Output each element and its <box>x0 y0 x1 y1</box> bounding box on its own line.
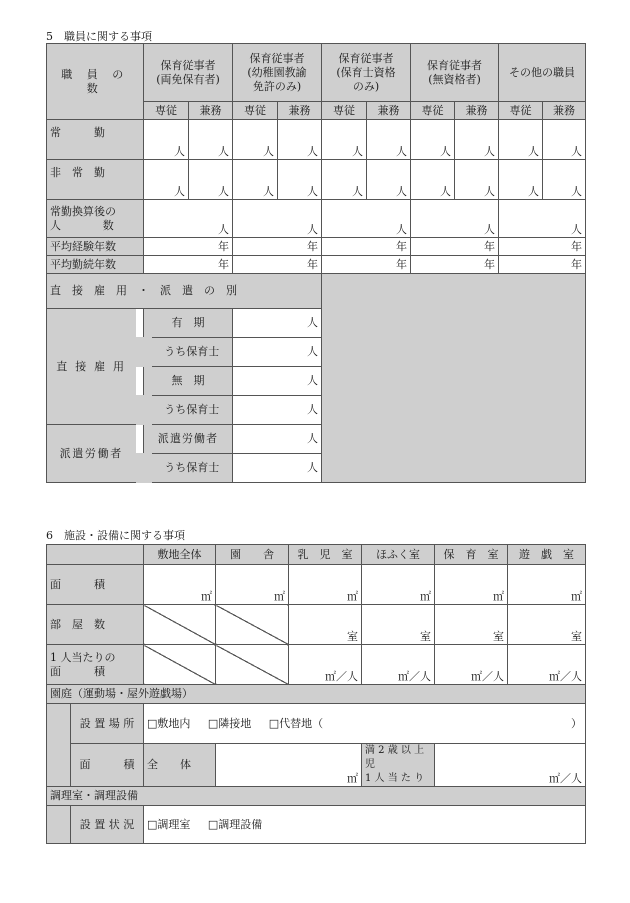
cell-area[interactable] <box>362 565 435 605</box>
cell-rooms[interactable] <box>289 605 362 645</box>
cell-area-per-child[interactable] <box>289 645 362 685</box>
cell-person[interactable] <box>189 120 233 160</box>
col-header-unqualified: 保育従事者 (無資格者) <box>411 44 499 102</box>
cell-rooms[interactable] <box>435 605 508 645</box>
cell-dispatch-worker[interactable] <box>233 425 322 454</box>
unit-label: 室 <box>571 630 582 643</box>
garden-location-options <box>144 704 586 744</box>
checkbox-kitchen[interactable]: □調理室 <box>147 817 191 831</box>
garden-area-label: 面 積 <box>71 744 144 787</box>
row-label-avg-experience: 平均経験年数 <box>47 238 144 256</box>
cell-area-per-child[interactable] <box>362 645 435 685</box>
diagonal-empty-cell <box>144 605 216 645</box>
sub-header-part: 兼務 <box>189 102 233 120</box>
row-label-per-line2: 面 積 <box>50 664 105 678</box>
unit-label: 人 <box>263 185 274 198</box>
garden-over2-line1: 満 2 歳 以 上 児 <box>365 745 425 770</box>
row-label-fte-line2: 人 数 <box>50 218 116 232</box>
direct-employment-label: 直 接 雇 用 <box>47 309 144 425</box>
unit-label: ㎡／人 <box>325 670 358 683</box>
cell-person[interactable] <box>411 160 455 200</box>
unit-label: ㎡ <box>571 590 582 603</box>
unit-label: ㎡／人 <box>471 670 504 683</box>
unit-label: 人 <box>307 185 319 198</box>
unit-label: 室 <box>347 630 358 643</box>
cell-fte[interactable] <box>322 200 411 238</box>
unit-label: ㎡ <box>347 772 358 785</box>
cell-person[interactable] <box>411 120 455 160</box>
row-label-part-time: 非 常 勤 <box>47 160 144 200</box>
cell-person[interactable] <box>499 160 543 200</box>
checkbox-on-site[interactable]: □敷地内 <box>147 716 191 730</box>
checkbox-adjacent[interactable]: □隣接地 <box>207 716 252 730</box>
cell-person[interactable] <box>144 120 189 160</box>
unit-label: 人 <box>263 145 274 158</box>
unit-label: 年 <box>218 257 229 271</box>
row-label-rooms: 部 屋 数 <box>47 605 144 645</box>
cell-person[interactable] <box>278 160 322 200</box>
sub-header-part: 兼務 <box>543 102 586 120</box>
unit-label: 年 <box>307 257 319 271</box>
garden-whole-label: 全 体 <box>144 744 216 787</box>
cell-years[interactable] <box>499 256 586 274</box>
unit-label: ㎡／人 <box>549 670 582 683</box>
col-header-other-staff: その他の職員 <box>499 44 586 102</box>
diagonal-empty-cell <box>216 645 289 685</box>
cell-garden-area-per-child[interactable] <box>435 744 586 787</box>
unit-label: 年 <box>396 257 408 271</box>
row-part-time <box>47 160 586 200</box>
unit-label: 人 <box>307 316 319 329</box>
unit-label: 室 <box>493 630 504 643</box>
cell-area[interactable] <box>289 565 362 605</box>
unit-label: ㎡／人 <box>549 772 582 785</box>
unit-label: 年 <box>484 239 496 253</box>
col-building: 園 舎 <box>216 545 289 565</box>
unit-label: 人 <box>174 145 185 158</box>
unit-label: ㎡ <box>493 590 504 603</box>
unit-label: 人 <box>307 145 319 158</box>
checkbox-substitute[interactable]: □代替地（ <box>268 716 324 730</box>
unit-label: 人 <box>484 185 496 198</box>
unit-label: ㎡ <box>274 590 285 603</box>
garden-section-title: 園庭（運動場・屋外遊戯場） <box>47 685 586 704</box>
dispatch-worker-sub-label: 派遣労働者 <box>144 425 233 454</box>
cell-garden-area[interactable] <box>216 744 362 787</box>
gray-filler <box>322 274 586 483</box>
cell-area[interactable] <box>435 565 508 605</box>
facility-corner <box>47 545 144 565</box>
unit-label: 年 <box>571 239 583 253</box>
dispatch-worker-label: 派遣労働者 <box>47 425 144 483</box>
cell-fte[interactable] <box>499 200 586 238</box>
sub-header-full: 専従 <box>411 102 455 120</box>
row-label-avg-tenure: 平均勤続年数 <box>47 256 144 274</box>
sub-header-full: 専従 <box>144 102 189 120</box>
unit-label: 人 <box>307 374 319 387</box>
row-label-full-time: 常 勤 <box>47 120 144 160</box>
sub-header-full: 専従 <box>233 102 278 120</box>
cell-rooms[interactable] <box>508 605 586 645</box>
unit-label: 人 <box>440 185 452 198</box>
row-label-area: 面 積 <box>47 565 144 605</box>
cell-fixed-term[interactable] <box>233 309 322 338</box>
garden-over2-label <box>362 744 435 787</box>
close-paren: ） <box>571 716 582 730</box>
unit-label: 室 <box>420 630 431 643</box>
row-rooms <box>47 605 586 645</box>
unit-label: 年 <box>571 257 583 271</box>
cell-years[interactable] <box>499 238 586 256</box>
unit-label: 年 <box>307 239 319 253</box>
col-header-kindergarten-only: 保育従事者 (幼稚園教諭 免許のみ) <box>233 44 322 102</box>
unit-label: 人 <box>571 145 583 158</box>
row-employment-title <box>47 274 586 309</box>
unit-label: 人 <box>396 223 408 236</box>
cell-person[interactable] <box>543 120 586 160</box>
cell-years[interactable] <box>233 256 322 274</box>
cell-person[interactable] <box>367 120 411 160</box>
kitchen-status-options <box>144 806 586 844</box>
cell-fte[interactable] <box>144 200 233 238</box>
cell-dispatch-nursery[interactable] <box>233 454 322 483</box>
cell-person[interactable] <box>144 160 189 200</box>
employment-type-title: 直 接 雇 用 ・ 派 遣 の 別 <box>47 274 322 309</box>
unit-label: 人 <box>352 185 364 198</box>
staff-count-header: 職 員 の 数 <box>47 44 144 120</box>
cell-indefinite-term-nursery[interactable] <box>233 396 322 425</box>
unit-label: 人 <box>218 185 229 198</box>
cell-person[interactable] <box>233 120 278 160</box>
section6-title: 6 施設・設備に関する事項 <box>46 529 185 542</box>
cell-person[interactable] <box>322 120 367 160</box>
cell-person[interactable] <box>322 160 367 200</box>
sub-header-full: 専従 <box>322 102 367 120</box>
row-label-area-per-child <box>47 645 144 685</box>
unit-label: 人 <box>528 185 540 198</box>
col-infant-room: 乳 児 室 <box>289 545 362 565</box>
unit-label: 人 <box>218 145 229 158</box>
sub-header-full: 専従 <box>499 102 543 120</box>
row-area-per-child <box>47 645 586 685</box>
col-nursery-room: 保 育 室 <box>435 545 508 565</box>
row-avg-tenure <box>47 256 586 274</box>
cell-person[interactable] <box>455 160 499 200</box>
cell-person[interactable] <box>367 160 411 200</box>
col-play-room: 遊 戯 室 <box>508 545 586 565</box>
checkbox-kitchen-equipment[interactable]: □調理設備 <box>207 817 263 831</box>
unit-label: 人 <box>396 185 408 198</box>
cell-years[interactable] <box>144 238 233 256</box>
staff-table <box>46 43 586 483</box>
unit-label: 人 <box>571 185 583 198</box>
cell-years[interactable] <box>411 256 499 274</box>
kitchen-indent <box>47 806 71 844</box>
cell-fixed-term-nursery[interactable] <box>233 338 322 367</box>
cell-person[interactable] <box>278 120 322 160</box>
sub-header-part: 兼務 <box>367 102 411 120</box>
cell-person[interactable] <box>189 160 233 200</box>
unit-label: 人 <box>307 345 319 358</box>
unit-label: 人 <box>218 223 229 236</box>
unit-label: 年 <box>218 239 229 253</box>
cell-person[interactable] <box>499 120 543 160</box>
unit-label: 人 <box>396 145 408 158</box>
cell-years[interactable] <box>233 238 322 256</box>
cell-years[interactable] <box>144 256 233 274</box>
facility-table <box>46 544 586 844</box>
cell-rooms[interactable] <box>362 605 435 645</box>
sub-header-part: 兼務 <box>278 102 322 120</box>
cell-person[interactable] <box>233 160 278 200</box>
cell-indefinite-term[interactable] <box>233 367 322 396</box>
diagonal-empty-cell <box>144 645 216 685</box>
cell-person[interactable] <box>543 160 586 200</box>
row-full-time <box>47 120 586 160</box>
cell-area[interactable] <box>216 565 289 605</box>
indefinite-term-label: 無 期 <box>144 367 233 396</box>
cell-area[interactable] <box>508 565 586 605</box>
row-label-fte-line1: 常勤換算後の <box>50 204 116 218</box>
kitchen-section-title: 調理室・調理設備 <box>47 787 586 806</box>
unit-label: 人 <box>307 461 319 474</box>
cell-years[interactable] <box>322 238 411 256</box>
row-avg-experience <box>47 238 586 256</box>
cell-area-per-child[interactable] <box>435 645 508 685</box>
row-fte <box>47 200 586 238</box>
unit-label: 人 <box>307 223 319 236</box>
col-header-both-licenses: 保育従事者 (両免保有者) <box>144 44 233 102</box>
unit-label: 年 <box>396 239 408 253</box>
garden-over2-line2: 1 人 当 た り <box>365 773 425 784</box>
indefinite-term-nursery-label: うち保育士 <box>144 396 233 425</box>
fixed-term-nursery-label: うち保育士 <box>144 338 233 367</box>
unit-label: 人 <box>528 145 540 158</box>
unit-label: 年 <box>484 257 496 271</box>
fixed-term-label: 有 期 <box>144 309 233 338</box>
kitchen-status-label: 設 置 状 況 <box>71 806 144 844</box>
unit-label: ㎡ <box>420 590 431 603</box>
unit-label: 人 <box>484 223 496 236</box>
cell-area-per-child[interactable] <box>508 645 586 685</box>
unit-label: ㎡ <box>201 590 212 603</box>
garden-location-label: 設 置 場 所 <box>71 704 144 744</box>
row-area <box>47 565 586 605</box>
sub-header-part: 兼務 <box>455 102 499 120</box>
unit-label: 人 <box>571 223 583 236</box>
unit-label: ㎡／人 <box>398 670 431 683</box>
garden-indent <box>47 704 71 787</box>
dispatch-nursery-label: うち保育士 <box>144 454 233 483</box>
unit-label: 人 <box>352 145 364 158</box>
unit-label: 人 <box>174 185 185 198</box>
unit-label: 人 <box>307 403 319 416</box>
cell-fte[interactable] <box>233 200 322 238</box>
cell-years[interactable] <box>411 238 499 256</box>
col-crawling-room: ほふく室 <box>362 545 435 565</box>
cell-person[interactable] <box>455 120 499 160</box>
unit-label: 人 <box>307 432 319 445</box>
row-label-per-line1: 1 人当たりの <box>50 650 116 664</box>
unit-label: ㎡ <box>347 590 358 603</box>
col-header-nursery-only: 保育従事者 (保育士資格 のみ) <box>322 44 411 102</box>
section5-title: 5 職員に関する事項 <box>46 30 152 43</box>
cell-area[interactable] <box>144 565 216 605</box>
row-label-fte <box>47 200 144 238</box>
diagonal-empty-cell <box>216 605 289 645</box>
cell-fte[interactable] <box>411 200 499 238</box>
col-site-total: 敷地全体 <box>144 545 216 565</box>
cell-years[interactable] <box>322 256 411 274</box>
unit-label: 人 <box>484 145 496 158</box>
unit-label: 人 <box>440 145 452 158</box>
